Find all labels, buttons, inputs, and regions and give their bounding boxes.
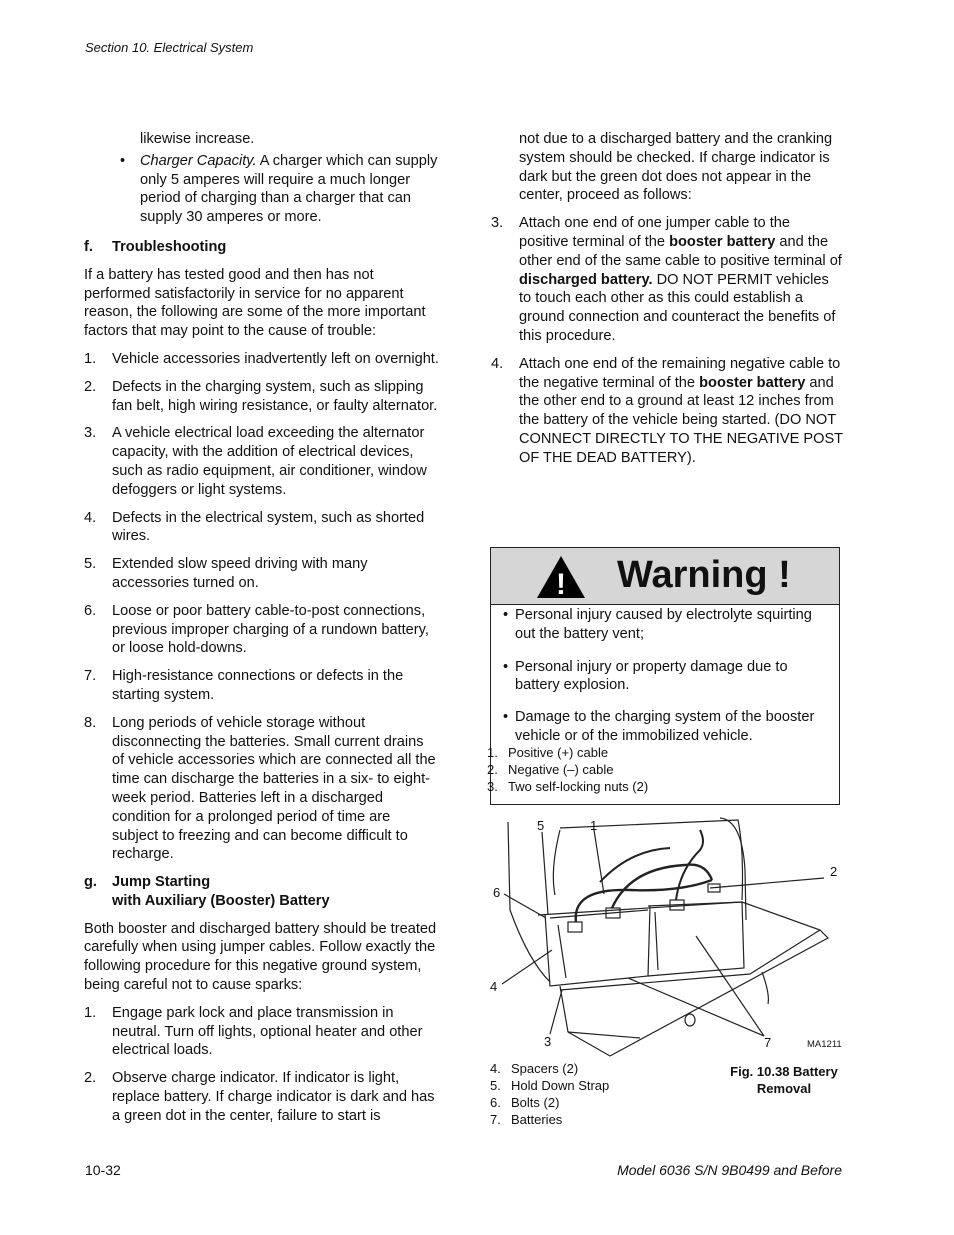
list-item-text: Defects in the charging system, such as slipping fan belt, high wiring resistance, or faulty alternator.	[112, 378, 438, 414]
callout-6: 6	[493, 885, 501, 900]
list-item-text: Vehicle accessories inadvertently left on overnight.	[112, 350, 439, 367]
list-item	[84, 350, 439, 369]
list-item	[84, 509, 439, 547]
warning-symbol: !	[556, 568, 566, 600]
list-item-text: Engage park lock and place transmission in neutral. Turn off lights, optional heater and other electrical loads.	[112, 1004, 423, 1059]
left-column	[84, 130, 439, 1135]
legend-item: 2. Negative (–) cable	[487, 762, 614, 777]
callout-1: 1	[590, 818, 598, 833]
section-g-paragraph: Both booster and discharged battery should be treated carefully when using jumper cables. Follow exactly the following procedure for this negative ground system, being careful not to cause sparks:	[84, 920, 437, 994]
list-item-number: 2.	[84, 378, 97, 395]
list-item-text: Long periods of vehicle storage without disconnecting the batteries. Small current drains of vehicle accessories which are connected all the time can discharge the batteries in a six- to eight-week period. Batteries left in a discharged condition for a prolonged period of time are subject to freezing and can become difficult to recharge.	[112, 714, 436, 863]
section-g-heading: g. Jump Starting with Auxiliary (Booster) Battery	[84, 874, 330, 909]
callout-2: 2	[830, 864, 838, 879]
step-2-continuation: not due to a discharged battery and the cranking system should be checked. If charge indicator is dark but the green dot does not appear in the center, proceed as follows:	[519, 131, 833, 204]
list-item	[84, 667, 439, 705]
warning-body	[491, 606, 839, 746]
figure-caption: Fig. 10.38 Battery Removal	[730, 1064, 838, 1096]
legend-item: 7. Batteries	[490, 1112, 563, 1127]
list-item	[84, 378, 439, 416]
warning-box	[487, 547, 840, 805]
bullet-charger-capacity	[84, 152, 439, 227]
legend-item: 6. Bolts (2)	[490, 1095, 560, 1110]
list-item-number: 4.	[84, 509, 97, 526]
list-item-number: 8.	[84, 714, 97, 731]
list-item	[84, 1004, 439, 1060]
list-item-number: 7.	[84, 668, 97, 685]
callout-3: 3	[544, 1034, 552, 1049]
warning-bullet: • Damage to the charging system of the booster vehicle or of the immobilized vehicle.	[503, 709, 815, 744]
legend-bottom	[490, 1060, 609, 1128]
list-item-number: 6.	[84, 602, 97, 619]
troubleshooting-list	[84, 350, 439, 864]
list-item-number: 1.	[84, 350, 97, 367]
legend-item: 4. Spacers (2)	[490, 1061, 579, 1076]
bullet-dot: •	[120, 152, 126, 169]
legend-top	[487, 744, 648, 795]
bullet-lead: Charger Capacity.	[140, 152, 257, 169]
callout-7: 7	[764, 1035, 772, 1050]
step-4: 4. Attach one end of the remaining negative cable to the negative terminal of the booster battery and the other end to a ground at least 12 inches from the battery of the vehicle being started. (DO NOT CONNECT DIRECTLY TO THE NEGATIVE POST OF THE DEAD BATTERY).	[491, 355, 843, 466]
list-item-text: A vehicle electrical load exceeding the alternator capacity, with the addition of electrical devices, such as radio equipment, air conditioner, window defoggers or light systems.	[112, 425, 427, 498]
step-3: 3. Attach one end of one jumper cable to the positive terminal of the booster battery and the other end of the same cable to positive terminal of discharged battery. DO NOT PERMIT vehicles to touch each other as this could establish a ground connection and counteract the benefits of this procedure.	[491, 215, 842, 344]
model-footer: Model 6036 S/N 9B0499 and Before	[617, 1162, 842, 1178]
legend-item: 1. Positive (+) cable	[487, 745, 609, 760]
right-column	[491, 130, 843, 477]
warning-header	[491, 548, 839, 605]
list-item	[84, 1069, 439, 1125]
list-item-text: Defects in the electrical system, such as shorted wires.	[112, 509, 425, 545]
section-f-paragraph: If a battery has tested good and then has not performed satisfactorily in service for no apparent reason, the following are some of the more important factors that may point to the cause of trouble:	[84, 266, 426, 340]
list-item	[84, 424, 439, 499]
list-item-number: 3.	[84, 425, 97, 442]
figure-code: MA1211	[807, 1039, 842, 1050]
list-item-number: 2.	[84, 1070, 97, 1087]
callout-5: 5	[537, 818, 545, 833]
list-item-text: Loose or poor battery cable-to-post connections, previous improper charging of a rundown battery, or loose hold-downs.	[112, 602, 429, 657]
legend-item: 5. Hold Down Strap	[490, 1078, 610, 1093]
jump-start-list	[84, 1004, 439, 1126]
battery-removal-illustration	[480, 810, 850, 1060]
list-item	[84, 714, 439, 864]
callout-4: 4	[490, 979, 498, 994]
warning-bullet: • Personal injury or property damage due to battery explosion.	[503, 658, 788, 694]
warning-title: Warning !	[617, 554, 791, 596]
list-item	[84, 555, 439, 593]
list-item	[84, 602, 439, 658]
warning-triangle-icon	[535, 554, 587, 600]
legend-item: 3. Two self-locking nuts (2)	[487, 779, 649, 794]
list-item-text: Extended slow speed driving with many accessories turned on.	[112, 556, 368, 591]
running-header: Section 10. Electrical System	[85, 40, 254, 55]
list-item-text: Observe charge indicator. If indicator is light, replace battery. If charge indicator is dark and has a green dot in the center, failure to start is	[112, 1070, 435, 1124]
list-item-number: 1.	[84, 1004, 97, 1021]
section-f-heading: f. Troubleshooting	[84, 238, 227, 255]
list-item-number: 5.	[84, 556, 97, 573]
warning-bullet: • Personal injury caused by electrolyte squirting out the battery vent;	[503, 607, 812, 642]
bullet-text: A charger which can supply only 5 amperes will require a much longer period of charging than a charger that can supply 30 amperes or more.	[140, 152, 438, 226]
page-number: 10-32	[85, 1162, 121, 1178]
intro-continuation: likewise increase.	[140, 131, 255, 147]
list-item-text: High-resistance connections or defects in the starting system.	[112, 668, 404, 703]
